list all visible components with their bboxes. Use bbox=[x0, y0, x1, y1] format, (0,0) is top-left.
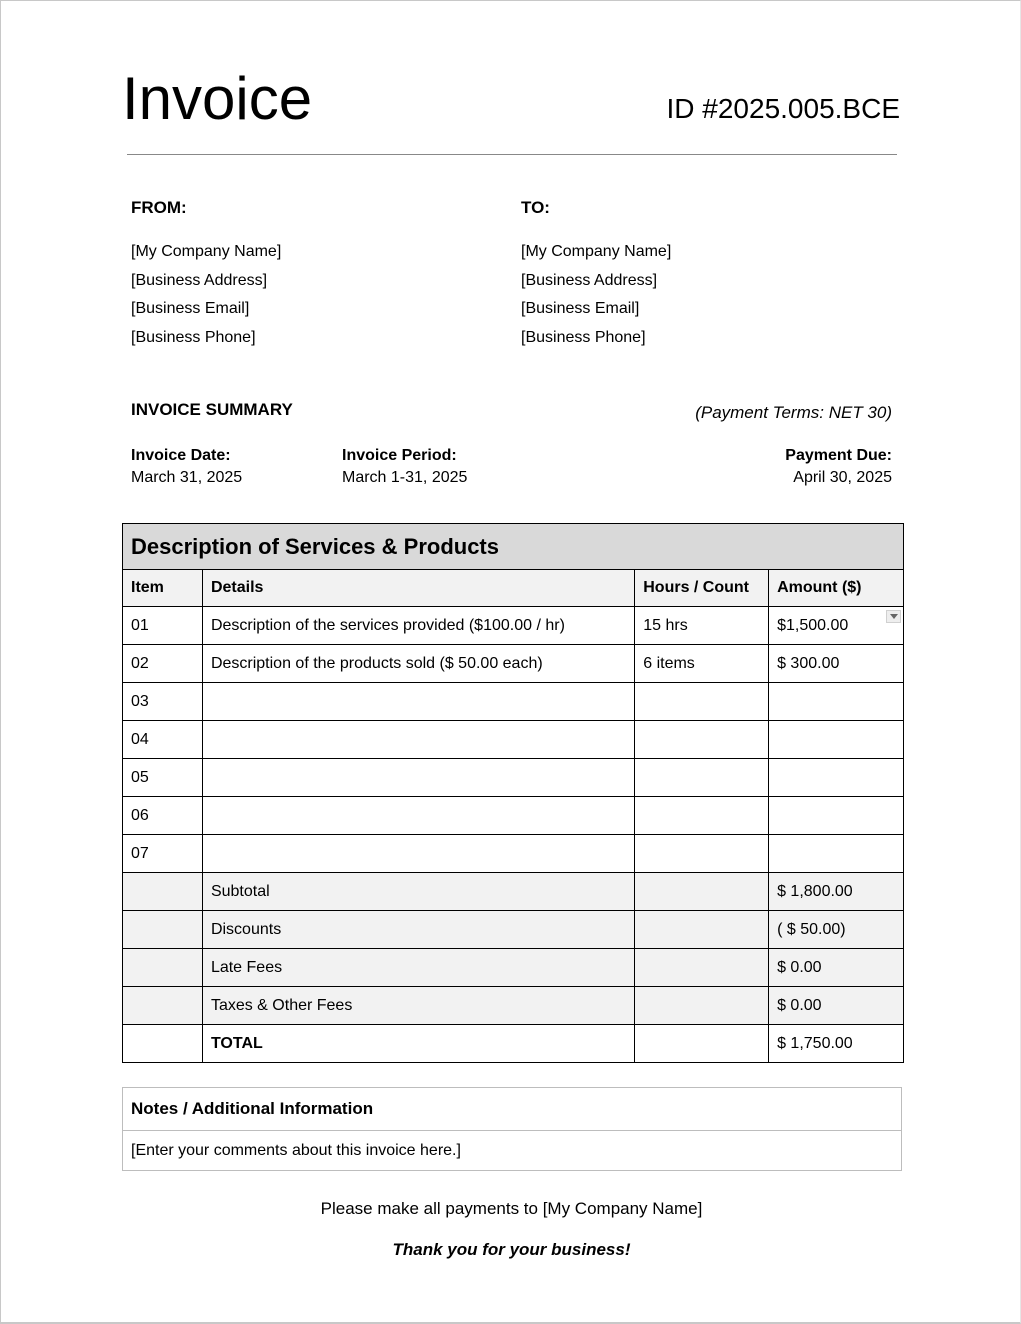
late-fees-label: Late Fees bbox=[202, 949, 634, 987]
table-row bbox=[123, 645, 904, 683]
empty-cell bbox=[123, 911, 203, 949]
late-fees-amount[interactable]: $ 0.00 bbox=[769, 949, 904, 987]
to-business-email[interactable]: [Business Email] bbox=[521, 300, 640, 318]
from-block bbox=[131, 198, 471, 353]
item-amount[interactable] bbox=[769, 607, 904, 645]
discounts-amount[interactable]: ( $ 50.00) bbox=[769, 911, 904, 949]
to-company-name[interactable]: [My Company Name] bbox=[521, 243, 672, 260]
notes-title: Notes / Additional Information bbox=[123, 1088, 901, 1131]
item-amount[interactable] bbox=[769, 683, 904, 721]
item-details[interactable] bbox=[202, 835, 634, 873]
item-count[interactable] bbox=[635, 683, 769, 721]
invoice-date-label: Invoice Date: bbox=[131, 447, 231, 464]
taxes-label: Taxes & Other Fees bbox=[202, 987, 634, 1025]
discounts-row bbox=[123, 911, 904, 949]
invoice-period-value[interactable]: March 1-31, 2025 bbox=[342, 469, 468, 486]
empty-cell bbox=[123, 987, 203, 1025]
item-details[interactable] bbox=[202, 797, 634, 835]
from-business-email[interactable]: [Business Email] bbox=[131, 300, 250, 318]
item-amount[interactable] bbox=[769, 759, 904, 797]
services-table bbox=[122, 523, 904, 1063]
empty-cell bbox=[123, 1025, 203, 1063]
table-title: Description of Services & Products bbox=[123, 524, 904, 570]
payment-due-field bbox=[785, 445, 892, 489]
item-count[interactable] bbox=[635, 797, 769, 835]
item-number[interactable]: 07 bbox=[123, 835, 203, 873]
empty-cell bbox=[635, 911, 769, 949]
item-number[interactable]: 03 bbox=[123, 683, 203, 721]
item-count[interactable]: 6 items bbox=[635, 645, 769, 683]
column-header-item: Item bbox=[123, 570, 203, 607]
invoice-period-label: Invoice Period: bbox=[342, 447, 457, 464]
item-details[interactable]: Description of the services provided ($100.00 / hr) bbox=[202, 607, 634, 645]
item-details[interactable]: Description of the products sold ($ 50.00 each) bbox=[202, 645, 634, 683]
item-amount-value: $1,500.00 bbox=[777, 616, 849, 634]
payment-due-label: Payment Due: bbox=[785, 447, 892, 464]
item-number[interactable]: 02 bbox=[123, 645, 203, 683]
discounts-label: Discounts bbox=[202, 911, 634, 949]
subtotal-amount[interactable]: $ 1,800.00 bbox=[769, 873, 904, 911]
item-details[interactable] bbox=[202, 759, 634, 797]
notes-box bbox=[122, 1087, 902, 1171]
from-business-address[interactable]: [Business Address] bbox=[131, 271, 268, 289]
late-fees-row bbox=[123, 949, 904, 987]
item-amount[interactable] bbox=[769, 835, 904, 873]
payment-instructions: Please make all payments to [My Company Name] bbox=[320, 1199, 703, 1218]
table-row bbox=[123, 797, 904, 835]
table-row bbox=[123, 683, 904, 721]
table-row bbox=[123, 759, 904, 797]
invoice-date-value[interactable]: March 31, 2025 bbox=[131, 469, 243, 486]
chevron-down-icon bbox=[890, 614, 898, 619]
payment-terms: (Payment Terms: NET 30) bbox=[695, 403, 892, 422]
empty-cell bbox=[123, 873, 203, 911]
table-banner bbox=[123, 524, 904, 570]
cell-dropdown-button[interactable] bbox=[886, 610, 901, 623]
empty-cell bbox=[635, 1025, 769, 1063]
invoice-date-field bbox=[131, 445, 242, 489]
table-row bbox=[123, 721, 904, 759]
from-business-phone[interactable]: [Business Phone] bbox=[131, 329, 256, 347]
table-header-row bbox=[123, 570, 904, 607]
invoice-id: ID #2025.005.BCE bbox=[666, 93, 900, 124]
item-count[interactable]: 15 hrs bbox=[635, 607, 769, 645]
item-amount[interactable] bbox=[769, 721, 904, 759]
table-row bbox=[123, 607, 904, 645]
to-business-phone[interactable]: [Business Phone] bbox=[521, 329, 646, 347]
total-row bbox=[123, 1025, 904, 1063]
item-number[interactable]: 04 bbox=[123, 721, 203, 759]
column-header-hours-count: Hours / Count bbox=[635, 570, 769, 607]
item-number[interactable]: 01 bbox=[123, 607, 203, 645]
notes-body[interactable]: [Enter your comments about this invoice here.] bbox=[131, 1142, 461, 1159]
invoice-period-field bbox=[342, 445, 467, 489]
item-count[interactable] bbox=[635, 759, 769, 797]
taxes-amount[interactable]: $ 0.00 bbox=[769, 987, 904, 1025]
item-details[interactable] bbox=[202, 683, 634, 721]
to-label: TO: bbox=[521, 198, 550, 217]
header-divider bbox=[127, 154, 897, 155]
item-count[interactable] bbox=[635, 721, 769, 759]
total-label: TOTAL bbox=[202, 1025, 634, 1063]
table-row bbox=[123, 835, 904, 873]
from-label: FROM: bbox=[131, 198, 187, 217]
empty-cell bbox=[635, 987, 769, 1025]
to-business-address[interactable]: [Business Address] bbox=[521, 271, 658, 289]
subtotal-row bbox=[123, 873, 904, 911]
thank-you-message: Thank you for your business! bbox=[392, 1240, 631, 1259]
empty-cell bbox=[123, 949, 203, 987]
empty-cell bbox=[635, 873, 769, 911]
item-count[interactable] bbox=[635, 835, 769, 873]
invoice-summary-title: INVOICE SUMMARY bbox=[131, 400, 293, 419]
column-header-amount: Amount ($) bbox=[769, 570, 904, 607]
item-details[interactable] bbox=[202, 721, 634, 759]
invoice-title: Invoice bbox=[122, 65, 313, 132]
total-amount[interactable]: $ 1,750.00 bbox=[769, 1025, 904, 1063]
item-amount[interactable]: $ 300.00 bbox=[769, 645, 904, 683]
payment-due-value[interactable]: April 30, 2025 bbox=[793, 469, 892, 486]
empty-cell bbox=[635, 949, 769, 987]
item-amount[interactable] bbox=[769, 797, 904, 835]
item-number[interactable]: 06 bbox=[123, 797, 203, 835]
subtotal-label: Subtotal bbox=[202, 873, 634, 911]
taxes-row bbox=[123, 987, 904, 1025]
item-number[interactable]: 05 bbox=[123, 759, 203, 797]
column-header-details: Details bbox=[202, 570, 634, 607]
from-company-name[interactable]: [My Company Name] bbox=[131, 243, 282, 260]
to-block bbox=[521, 198, 861, 353]
